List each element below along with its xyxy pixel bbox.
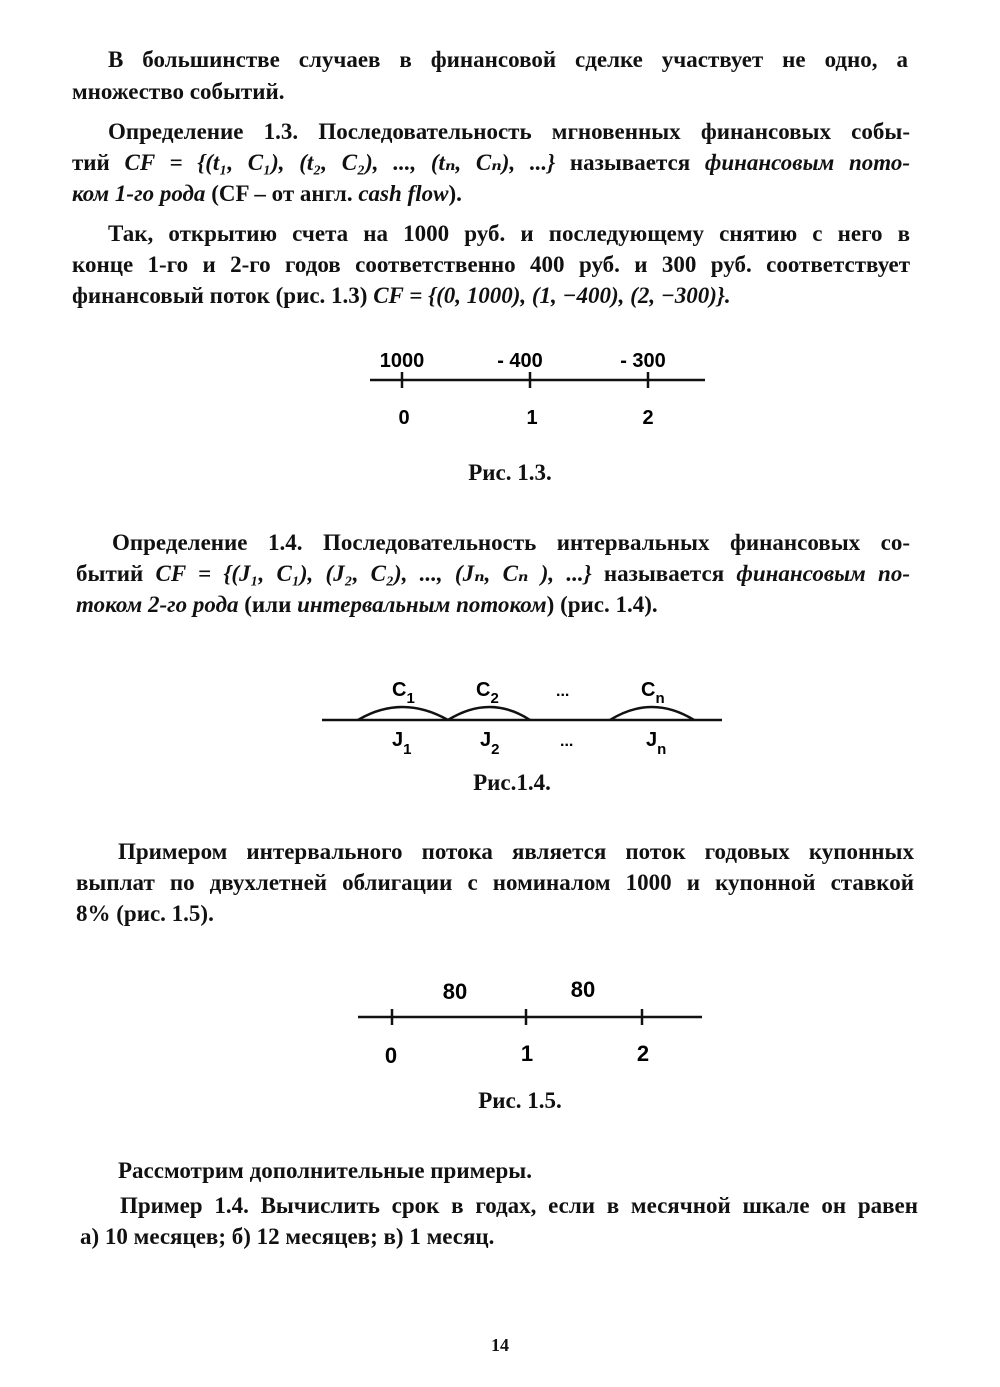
label-subscript: n bbox=[655, 690, 665, 707]
time-label: 0 bbox=[384, 1043, 398, 1068]
paragraph-intro-cont bbox=[72, 76, 912, 107]
text-line bbox=[76, 527, 910, 558]
label-base: J bbox=[480, 729, 492, 751]
text-span: cash flow bbox=[358, 181, 449, 206]
text-line: конце 1-го и 2-го годов соответственно 400 руб. и 300 руб. соответствует bbox=[72, 252, 910, 277]
text-span: финансовый поток (рис. 1.3) bbox=[72, 283, 368, 308]
term: током 2-го рода bbox=[76, 592, 239, 617]
paragraph-account-example bbox=[72, 218, 910, 311]
figure-caption: Рис.1.4. bbox=[473, 770, 551, 795]
interval-amount-label bbox=[392, 679, 415, 707]
label-base: J bbox=[646, 729, 658, 751]
text-span: тий bbox=[72, 150, 110, 175]
amount-label: - 300 bbox=[620, 350, 666, 372]
text-line: множество событий. bbox=[72, 79, 285, 104]
interval-ellipsis: ... bbox=[560, 733, 574, 750]
definition-1-4 bbox=[76, 527, 910, 620]
text-span: называется bbox=[569, 150, 691, 175]
amount-label: 1000 bbox=[379, 350, 425, 372]
paragraph-interval-example bbox=[76, 836, 914, 929]
figure-caption: Рис. 1.5. bbox=[478, 1088, 562, 1113]
label-base: C bbox=[476, 679, 491, 701]
text-span: бытий bbox=[76, 561, 144, 586]
label-base: J bbox=[392, 729, 404, 751]
interval-amount-label bbox=[476, 679, 499, 707]
interval-ellipsis: ... bbox=[556, 683, 570, 700]
interval-label bbox=[392, 729, 411, 758]
definition-1-3 bbox=[72, 116, 910, 209]
text-line bbox=[72, 147, 910, 178]
figure-1-5-diagram bbox=[0, 975, 1000, 1075]
definition-label: Определение 1.3. bbox=[108, 119, 299, 144]
label-subscript: n bbox=[657, 741, 667, 758]
text-line bbox=[76, 558, 910, 589]
text-span: называется bbox=[603, 561, 725, 586]
label-base: C bbox=[641, 679, 656, 701]
time-label: 2 bbox=[636, 1041, 650, 1066]
label-subscript: 1 bbox=[406, 690, 415, 707]
paragraph-intro bbox=[108, 44, 908, 75]
text-line bbox=[72, 116, 910, 147]
page-number: 14 bbox=[491, 1335, 509, 1355]
text-span: ). bbox=[448, 181, 462, 206]
text-line bbox=[80, 1190, 918, 1221]
interval-label bbox=[646, 729, 666, 758]
time-label: 1 bbox=[520, 1041, 534, 1066]
time-label: 2 bbox=[642, 407, 654, 429]
figure-1-4-diagram bbox=[0, 670, 1000, 770]
term: ком bbox=[72, 181, 110, 206]
term: 1-го рода bbox=[114, 181, 206, 206]
definition-label: Определение 1.4. bbox=[112, 530, 303, 555]
text-span: Последовательность интервальных финансовых со- bbox=[323, 530, 911, 555]
formula: CF = {(0, 1000), (1, −400), (2, −300)}. bbox=[373, 283, 731, 308]
formula: CF = {(J₁, C₁), (J₂, C₂), ..., (Jₙ, Cₙ ), ...} bbox=[155, 561, 592, 586]
paragraph-more-examples bbox=[118, 1155, 918, 1186]
formula: CF = {(t₁, C₁), (t₂, C₂), ..., (tₙ, Cₙ), ...} bbox=[124, 150, 556, 175]
text-line: Рассмотрим дополнительные примеры. bbox=[118, 1158, 532, 1183]
text-line: Так, открытию счета на 1000 руб. и последующему снятию с него в bbox=[108, 221, 910, 246]
term: финансовым пото- bbox=[704, 150, 911, 175]
example-label: Пример 1.4. bbox=[120, 1193, 249, 1218]
text-span: ) (рис. 1.4). bbox=[546, 592, 658, 617]
label-subscript: 2 bbox=[491, 741, 500, 758]
text-span: (или bbox=[244, 592, 292, 617]
interval-arc bbox=[358, 707, 448, 720]
time-label: 0 bbox=[398, 407, 410, 429]
text-span: Последовательность мгновенных финансовых собы- bbox=[318, 119, 911, 144]
amount-label: 80 bbox=[570, 977, 596, 1002]
interval-label bbox=[480, 729, 499, 758]
example-1-4 bbox=[80, 1190, 918, 1252]
label-subscript: 1 bbox=[403, 741, 412, 758]
text-span: Вычислить срок в годах, если в месячной шкале он равен bbox=[260, 1193, 918, 1218]
text-line bbox=[76, 589, 910, 620]
figure-1-3-diagram bbox=[0, 340, 1000, 440]
label-base: C bbox=[392, 679, 407, 701]
amount-label: - 400 bbox=[497, 350, 543, 372]
text-line: а) 10 месяцев; б) 12 месяцев; в) 1 месяц. bbox=[80, 1224, 495, 1249]
text-line bbox=[72, 280, 910, 311]
term: финансовым по- bbox=[736, 561, 910, 586]
text-line: выплат по двухлетней облигации с номиналом 1000 и купонной ставкой bbox=[76, 870, 914, 895]
interval-amount-label bbox=[641, 679, 665, 707]
interval-arc bbox=[610, 707, 694, 720]
time-label: 1 bbox=[526, 407, 538, 429]
text-line bbox=[72, 178, 910, 209]
figure-caption: Рис. 1.3. bbox=[468, 460, 552, 485]
text-line: Примером интервального потока является поток годовых купонных bbox=[118, 839, 914, 864]
text-span: (CF – от англ. bbox=[211, 181, 353, 206]
interval-arc bbox=[448, 707, 530, 720]
text-line: В большинстве случаев в финансовой сделке участвует не одно, а bbox=[108, 47, 908, 72]
term: интервальным потоком bbox=[297, 592, 547, 617]
label-subscript: 2 bbox=[490, 690, 499, 707]
text-line: 8% (рис. 1.5). bbox=[76, 901, 214, 926]
amount-label: 80 bbox=[442, 979, 468, 1004]
